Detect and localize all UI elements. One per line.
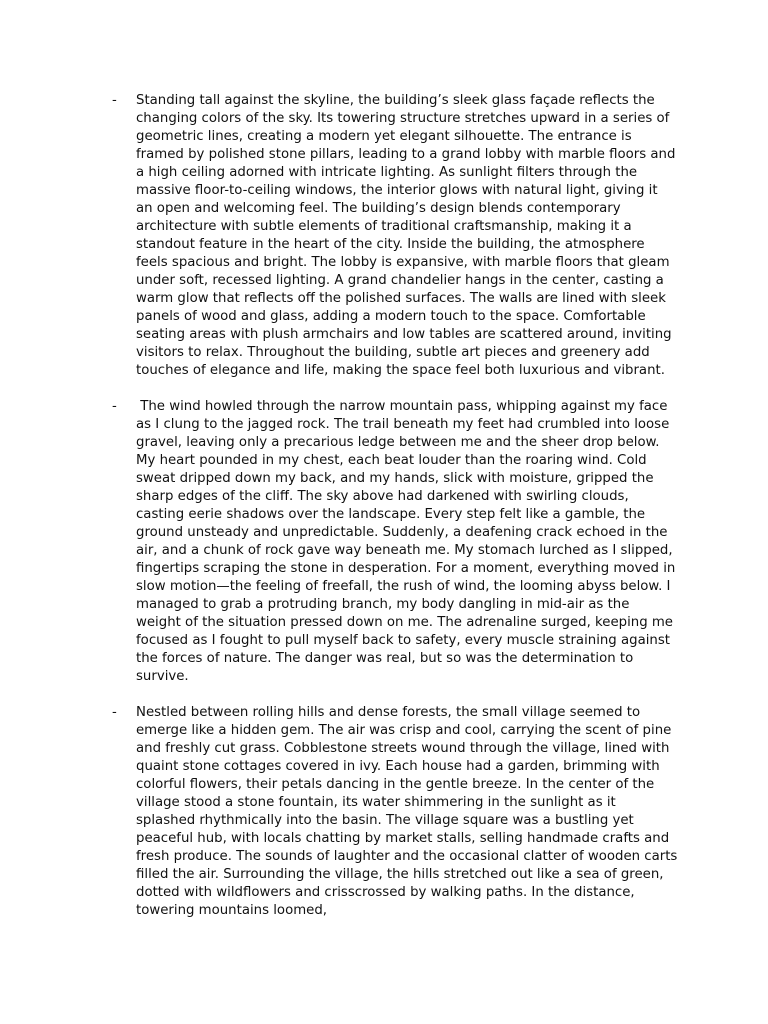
bullet-marker: - bbox=[112, 399, 117, 414]
list-item bbox=[112, 398, 678, 686]
bullet-marker: - bbox=[112, 93, 117, 108]
paragraph-village: Nestled between rolling hills and dense forests, the small village seemed to emerge like a hidden gem. The air was crisp and cool, carrying the scent of pine and freshly cut grass. Cobblestone streets wound through the village, lined with quaint stone cottages covered in ivy. Each house had a garden, brimming with colorful flowers, their petals dancing in the gentle breeze. In the center of the village stood a stone fountain, its water shimmering in the sunlight as it splashed rhythmically into the basin. The village square was a bustling yet peaceful hub, with locals chatting by market stalls, selling handmade crafts and fresh produce. The sounds of laughter and the occasional clatter of wooden carts filled the air. Surrounding the village, the hills stretched out like a sea of green, dotted with wildflowers and crisscrossed by walking paths. In the distance, towering mountains loomed, bbox=[136, 705, 678, 918]
paragraph-mountain-pass: The wind howled through the narrow mountain pass, whipping against my face as I clung to the jagged rock. The trail beneath my feet had crumbled into loose gravel, leaving only a precarious ledge between me and the sheer drop below. My heart pounded in my chest, each beat louder than the roaring wind. Cold sweat dripped down my back, and my hands, slick with moisture, gripped the sharp edges of the cliff. The sky above had darkened with swirling clouds, casting eerie shadows over the landscape. Every step felt like a gamble, the ground unsteady and unpredictable. Suddenly, a deafening crack echoed in the air, and a chunk of rock gave way beneath me. My stomach lurched as I slipped, fingertips scraping the stone in desperation. For a moment, everything moved in slow motion—the feeling of freefall, the rush of wind, the looming abyss below. I managed to grab a protruding branch, my body dangling in mid-air as the weight of the situation pressed down on me. The adrenaline surged, keeping me focused as I fought to pull myself back to safety, every muscle straining against the forces of nature. The danger was real, but so was the determination to survive. bbox=[136, 399, 680, 684]
list-item bbox=[112, 704, 678, 920]
paragraph-building: Standing tall against the skyline, the building’s sleek glass façade reflects the changing colors of the sky. Its towering structure stretches upward in a series of geometric lines, creating a modern yet elegant silhouette. The entrance is framed by polished stone pillars, leading to a grand lobby with marble floors and a high ceiling adorned with intricate lighting. As sunlight filters through the massive floor-to-ceiling windows, the interior glows with natural light, giving it an open and welcoming feel. The building’s design blends contemporary architecture with subtle elements of traditional craftsmanship, making it a standout feature in the heart of the city. Inside the building, the atmosphere feels spacious and bright. The lobby is expansive, with marble floors that gleam under soft, recessed lighting. A grand chandelier hangs in the center, casting a warm glow that reflects off the polished surfaces. The walls are lined with sleek panels of wood and glass, adding a modern touch to the space. Comfortable seating areas with plush armchairs and low tables are scattered around, inviting visitors to relax. Throughout the building, subtle art pieces and greenery add touches of elegance and life, making the space feel both luxurious and vibrant. bbox=[136, 93, 676, 378]
bullet-marker: - bbox=[112, 705, 117, 720]
bullet-list bbox=[112, 92, 678, 938]
list-item bbox=[112, 92, 678, 380]
